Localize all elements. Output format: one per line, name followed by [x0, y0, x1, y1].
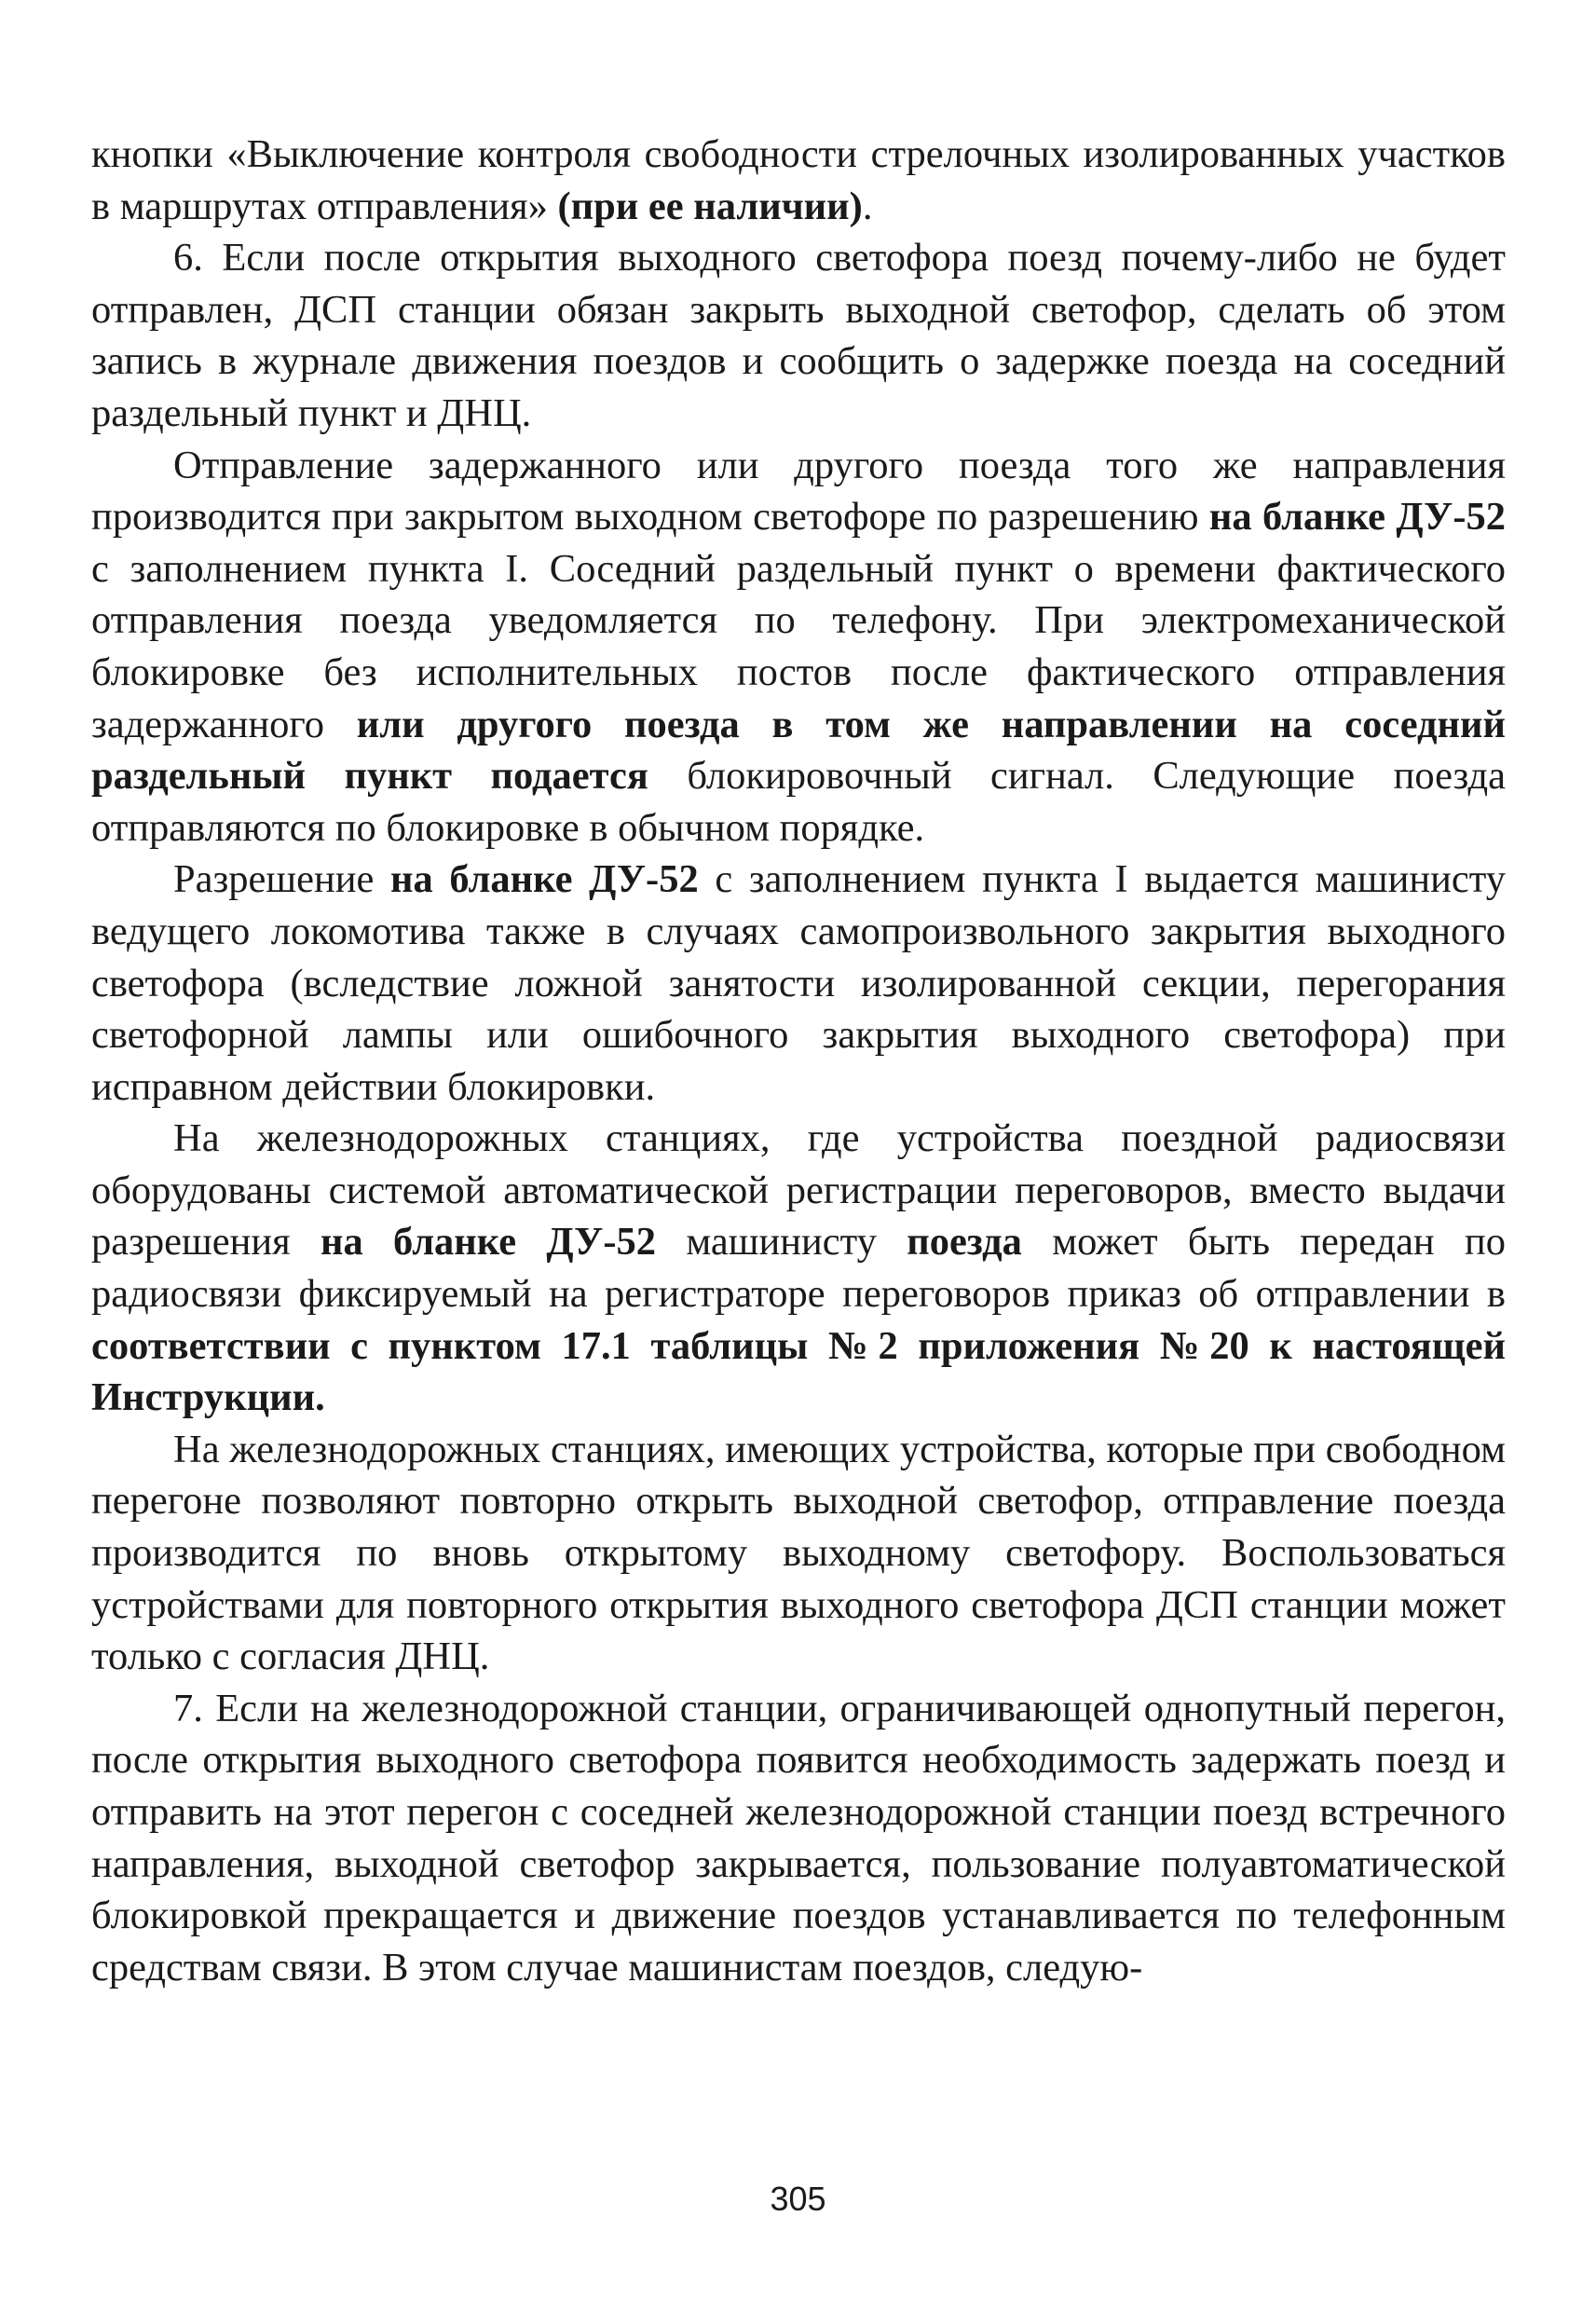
text-run: 7. Если на железнодорожной станции, ограничивающей однопутный перегон, после открытия выходного светофора появится необходимость задержать поезд и отправить на этот перегон с соседней железнодорожной станции поезд встречного направления, выходной светофор закрывается, пользование полуавтоматической блокировкой прекращается и движение поездов устанавливается по телефонным средствам связи. В этом случае машинистам поездов, следую-: [91, 1686, 1506, 1990]
paragraph-radio: [91, 1113, 1506, 1424]
paragraph-delayed-train: [91, 440, 1506, 855]
text-run: может быть передан по радиосвязи фиксируемый на регистраторе переговоров приказ об отправлении в: [91, 1220, 1506, 1317]
text-run: кнопки «Выключение контроля свободности стрелочных изолированных участков в маршрутах отправления»: [91, 132, 1506, 228]
bold-run: на бланке ДУ-52: [1208, 495, 1507, 540]
bold-run: (при ее наличии): [557, 184, 863, 228]
paragraph-intro: [91, 129, 1506, 232]
paragraph-reopen: [91, 1424, 1506, 1683]
paragraph-item-7: [91, 1683, 1506, 1994]
paragraph-permission: [91, 854, 1506, 1113]
text-run: машинисту: [656, 1220, 907, 1265]
text-run: Разрешение: [173, 857, 390, 902]
bold-run: соответствии с пунктом 17.1 таблицы №2 приложения №20 к настоящей Инструкции.: [91, 1323, 1506, 1420]
text-run: На железнодорожных станциях, имеющих устройства, которые при свободном перегоне позволяют повторно открыть выходной светофор, отправление поезда производится по вновь открытому выходному светофору. Воспользоваться устройствами для повторного открытия выходного светофора ДСП станции может только с согласия ДНЦ.: [91, 1427, 1506, 1679]
page-number: 305: [770, 2180, 826, 2218]
text-run: На железнодорожных станциях, где устройства поездной радиосвязи оборудованы системой автоматической регистрации переговоров, вместо выдачи разрешения: [91, 1116, 1506, 1265]
body-text: [91, 129, 1506, 1993]
text-run: .: [862, 184, 873, 228]
text-run: с заполнением пункта I выдается машинисту ведущего локомотива также в случаях самопроизвольного закрытия выходного светофора (вследствие ложной занятости изолированной секции, перегорания светофорной лампы или ошибочного закрытия выходного светофора) при исправном действии блокировки.: [91, 857, 1507, 1109]
paragraph-item-6: [91, 232, 1506, 439]
bold-run: поезда: [907, 1220, 1022, 1265]
text-run: с заполнением пункта I. Соседний раздельный пункт о времени фактического отправления поезда уведомляется по телефону. При электромеханической блокировке без исполнительных постов после фактического отправления задержанного: [91, 546, 1506, 746]
text-run: 6. Если после открытия выходного светофора поезд почему-либо не будет отправлен, ДСП станции обязан закрыть выходной светофор, сделать об этом запись в журнале движения поездов и сообщить о задержке поезда на соседний раздельный пункт и ДНЦ.: [91, 236, 1506, 435]
text-run: Отправление задержанного или другого поезда того же направления производится при закрытом выходном светофоре по разрешению: [91, 443, 1506, 540]
bold-run: или другого поезда в том же направлении на соседний раздельный пункт подается: [91, 702, 1506, 799]
bold-run: на бланке ДУ-52: [390, 857, 699, 902]
bold-run: на бланке ДУ-52: [320, 1220, 657, 1265]
text-run: блокировочный сигнал. Следующие поезда отправляются по блокировке в обычном порядке.: [91, 754, 1506, 850]
